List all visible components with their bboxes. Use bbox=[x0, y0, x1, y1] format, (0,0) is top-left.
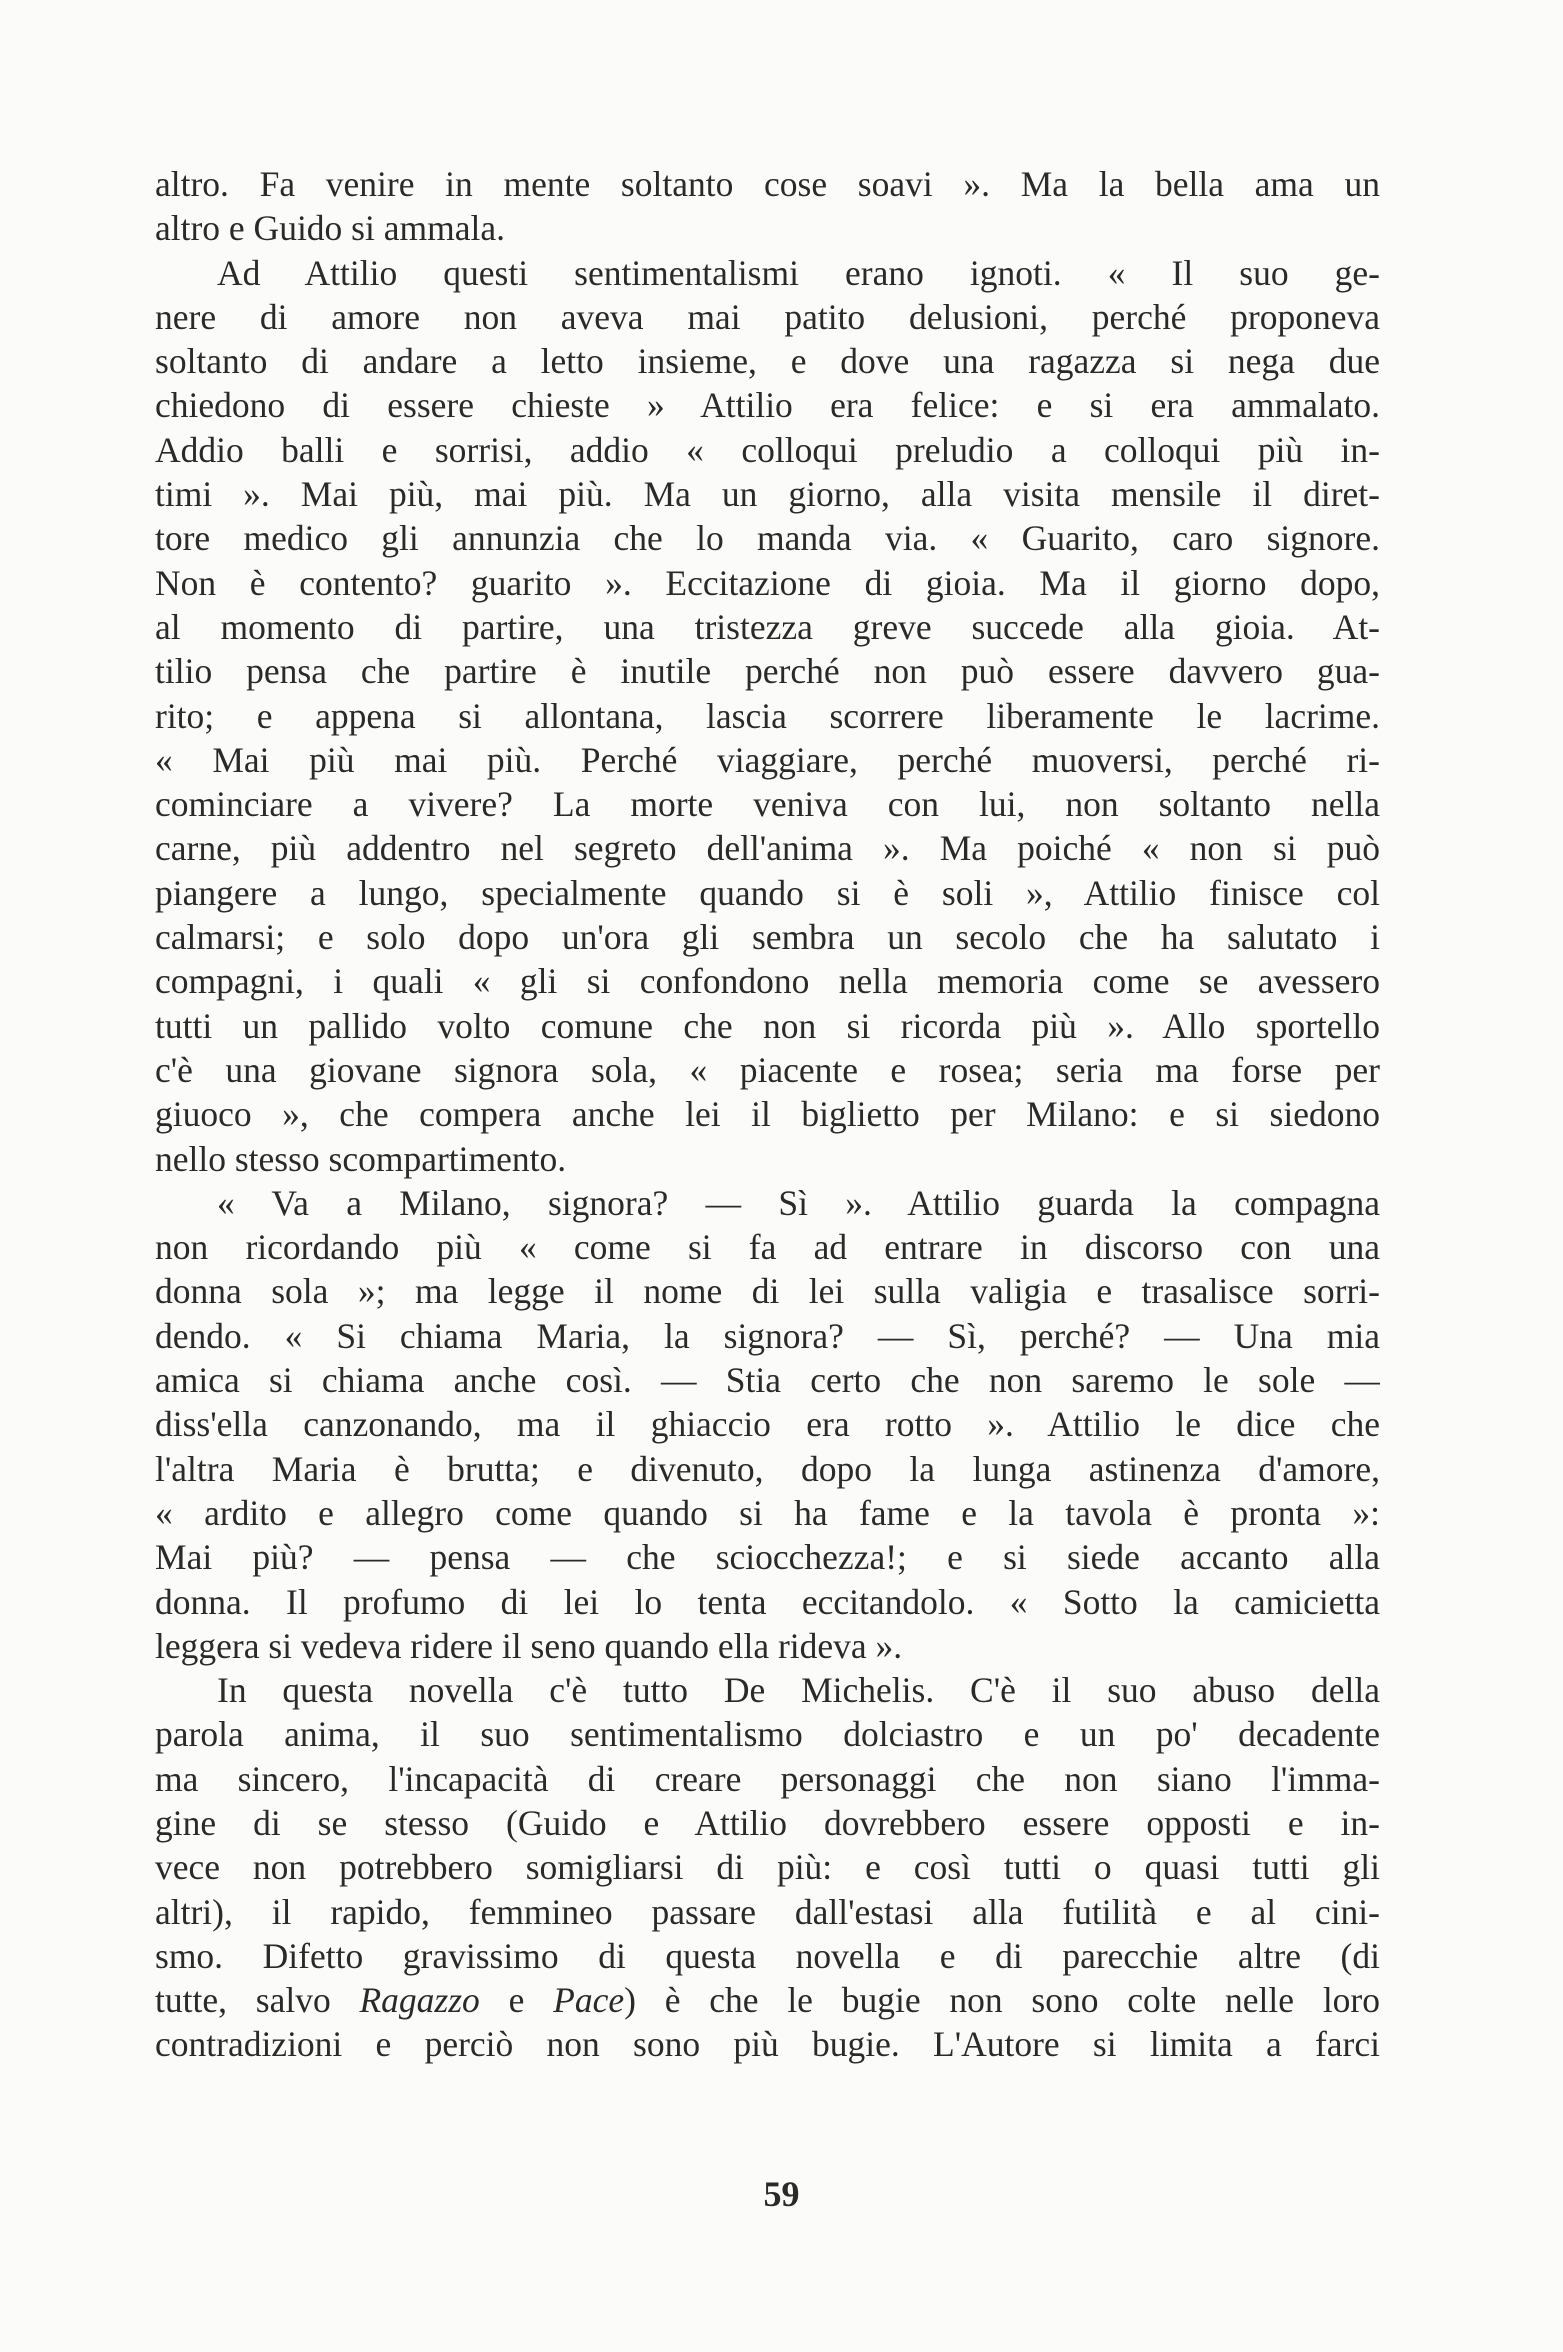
text-line: Non è contento? guarito ». Eccitazione di gioia. Ma il giorno dopo, bbox=[155, 562, 1380, 603]
text-line: cominciare a vivere? La morte veniva con lui, non soltanto nella bbox=[155, 784, 1380, 825]
text-line: « Mai più mai più. Perché viaggiare, perché muoversi, perché ri- bbox=[155, 739, 1380, 780]
text-line: calmarsi; e solo dopo un'ora gli sembra un secolo che ha salutato i bbox=[155, 917, 1380, 958]
text-line: In questa novella c'è tutto De Michelis. C'è il suo abuso della bbox=[217, 1670, 1380, 1711]
text-line: l'altra Maria è brutta; e divenuto, dopo la lunga astinenza d'amore, bbox=[155, 1448, 1380, 1489]
text-line: non ricordando più « come si fa ad entrare in discorso con una bbox=[155, 1227, 1380, 1268]
text-line: leggera si vedeva ridere il seno quando ella rideva ». bbox=[155, 1625, 903, 1666]
text-line: nello stesso scompartimento. bbox=[155, 1138, 567, 1179]
text-line: Addio balli e sorrisi, addio « colloqui preludio a colloqui più in- bbox=[155, 429, 1380, 470]
text-line: parola anima, il suo sentimentalismo dolciastro e un po' decadente bbox=[155, 1714, 1380, 1755]
text-line: altri), il rapido, femmineo passare dall'estasi alla futilità e al cini- bbox=[155, 1891, 1380, 1932]
italic-title-ragazzo: Ragazzo bbox=[359, 1980, 480, 2021]
text-line: altro. Fa venire in mente soltanto cose soavi ». Ma la bella ama un bbox=[155, 164, 1380, 204]
text-line: « Va a Milano, signora? — Sì ». Attilio guarda la compagna bbox=[217, 1182, 1380, 1223]
text-segment: e bbox=[479, 1980, 554, 2021]
text-line: contradizioni e perciò non sono più bugie. L'Autore si limita a farci bbox=[155, 2024, 1380, 2065]
text-line: altro e Guido si ammala. bbox=[155, 208, 505, 249]
text-line: smo. Difetto gravissimo di questa novella e di parecchie altre (di bbox=[155, 1935, 1380, 1976]
text-line: « ardito e allegro come quando si ha fame e la tavola è pronta »: bbox=[155, 1492, 1380, 1533]
text-line: Ad Attilio questi sentimentalismi erano ignoti. « Il suo ge- bbox=[217, 252, 1380, 293]
page-number: 59 bbox=[763, 2174, 800, 2214]
text-line: soltanto di andare a letto insieme, e dove una ragazza si nega due bbox=[155, 341, 1380, 382]
italic-title-pace: Pace bbox=[553, 1980, 625, 2021]
text-segment: ) è che le bugie non sono colte nelle loro bbox=[624, 1980, 1380, 2021]
text-line: piangere a lungo, specialmente quando si è soli », Attilio finisce col bbox=[155, 872, 1380, 913]
text-line: chiedono di essere chieste » Attilio era felice: e si era ammalato. bbox=[155, 385, 1380, 426]
text-line: donna. Il profumo di lei lo tenta eccitandolo. « Sotto la camicietta bbox=[155, 1581, 1380, 1622]
text-line: tilio pensa che partire è inutile perché non può essere davvero gua- bbox=[155, 651, 1380, 692]
text-line: Mai più? — pensa — che sciocchezza!; e si siede accanto alla bbox=[155, 1537, 1380, 1578]
text-line: ma sincero, l'incapacità di creare personaggi che non siano l'imma- bbox=[155, 1758, 1380, 1799]
text-segment: tutte, salvo bbox=[155, 1980, 360, 2021]
text-line: rito; e appena si allontana, lascia scorrere liberamente le lacrime. bbox=[155, 695, 1380, 736]
text-line: compagni, i quali « gli si confondono nella memoria come se avessero bbox=[155, 961, 1380, 1002]
text-line: gine di se stesso (Guido e Attilio dovrebbero essere opposti e in- bbox=[155, 1802, 1380, 1843]
text-line-with-italics bbox=[155, 1978, 1380, 2022]
text-line: vece non potrebbero somigliarsi di più: e così tutti o quasi tutti gli bbox=[155, 1847, 1380, 1888]
text-line: al momento di partire, una tristezza greve succede alla gioia. At- bbox=[155, 606, 1380, 647]
text-line: c'è una giovane signora sola, « piacente e rosea; seria ma forse per bbox=[155, 1049, 1380, 1090]
text-line: nere di amore non aveva mai patito delusioni, perché proponeva bbox=[155, 296, 1380, 337]
text-line: tutti un pallido volto comune che non si ricorda più ». Allo sportello bbox=[155, 1005, 1380, 1046]
text-line: giuoco », che compera anche lei il biglietto per Milano: e si siedono bbox=[155, 1094, 1380, 1135]
text-line: amica si chiama anche così. — Stia certo che non saremo le sole — bbox=[155, 1360, 1380, 1401]
text-line: donna sola »; ma legge il nome di lei sulla valigia e trasalisce sorri- bbox=[155, 1271, 1380, 1312]
text-line: diss'ella canzonando, ma il ghiaccio era rotto ». Attilio le dice che bbox=[155, 1404, 1380, 1445]
text-line: carne, più addentro nel segreto dell'anima ». Ma poiché « non si può bbox=[155, 828, 1380, 869]
text-line: tore medico gli annunzia che lo manda via. « Guarito, caro signore. bbox=[155, 518, 1380, 559]
text-line: timi ». Mai più, mai più. Ma un giorno, alla visita mensile il diret- bbox=[155, 474, 1380, 515]
body-text bbox=[155, 162, 1380, 2067]
text-line: dendo. « Si chiama Maria, la signora? — Sì, perché? — Una mia bbox=[155, 1315, 1380, 1356]
